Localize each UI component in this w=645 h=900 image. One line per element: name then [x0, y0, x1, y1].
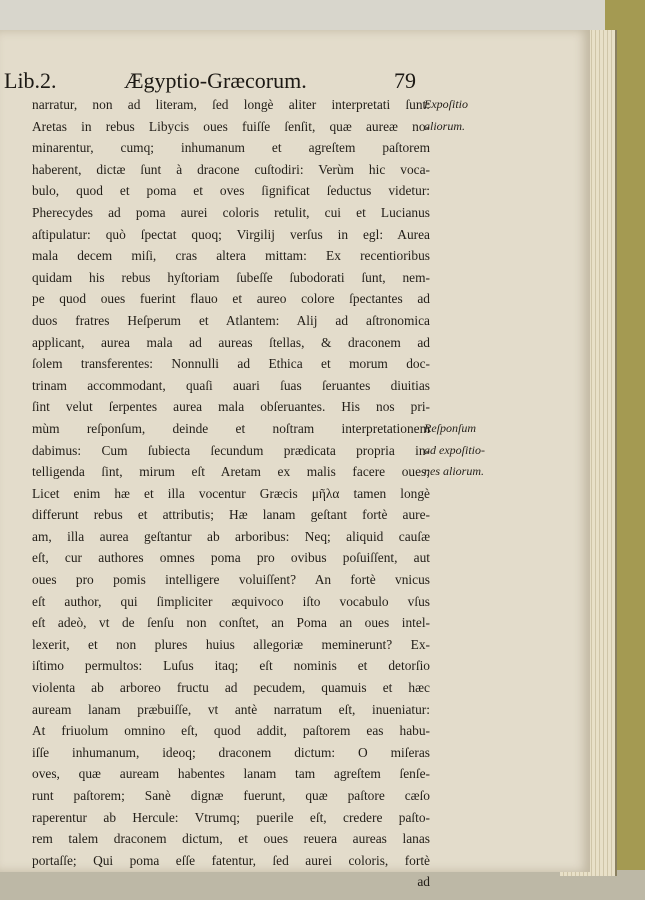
text-line: pe quod oues fuerint flauo et aureo colore ſpectantes ad — [32, 291, 430, 307]
text-line: differunt rebus et attributis; Hæ lanam geſtant fortè aure- — [32, 507, 430, 523]
text-line: auream lanam præbuiſſe, vt antè narratum eſt, inueniatur: — [32, 701, 430, 717]
note-spacer — [424, 310, 514, 332]
text-line: narratur, non ad literam, ſed longè aliter interpretati ſunt: — [32, 97, 430, 112]
note-spacer — [424, 267, 514, 289]
text-line: am, illa aurea geſtantur ab arboribus: Neq; aliquid cauſæ — [32, 528, 430, 544]
text-line: telligenda ſint, mirum eſt Aretam ex malis facere oues; — [32, 464, 430, 480]
marginal-note: ad expoſitio- — [424, 442, 485, 457]
text-line: quidam his rebus hyſtoriam ſubeſſe ſubodorati ſunt, nem- — [32, 269, 430, 285]
text-line: violenta ab arboreo fructu ad pecudem, quamuis et hæc — [32, 680, 430, 696]
text-line: lexerit, et non plures huius allegoriæ meminerunt? Ex- — [32, 636, 430, 652]
text-line: eſt adeò, vt de ſenſu non conſtet, an Poma an oues intel- — [32, 615, 430, 631]
marginal-notes — [424, 94, 514, 483]
text-line: trinam accommodant, quaſi auari ſuas ſeruantes diuitias — [32, 377, 430, 393]
note-spacer — [424, 245, 514, 267]
note-spacer — [424, 137, 514, 159]
text-line: mùm reſponſum, deinde et noſtram interpretationem — [32, 420, 430, 436]
text-line: iſſe inhumanum, ideoq; draconem dictum: O miſeras — [32, 744, 430, 760]
text-line: duos fratres Heſperum et Atlantem: Alij ad aſtronomica — [32, 312, 430, 328]
note-spacer — [424, 375, 514, 397]
text-line: dabimus: Cum ſubiecta ſecundum prædicata propria in- — [32, 442, 430, 458]
note-spacer — [424, 180, 514, 202]
note-spacer — [424, 202, 514, 224]
text-line: oues pro pomis intelligere voluiſſent? An fortè vnicus — [32, 572, 430, 588]
note-spacer — [424, 396, 514, 418]
marginal-note: Expoſitio — [424, 97, 468, 111]
note-spacer — [424, 224, 514, 246]
body-text — [32, 94, 430, 893]
text-line: Pherecydes ad poma aurei coloris retulit, cui et Lucianus — [32, 204, 430, 220]
text-line: minarentur, cumq; inhumanum et agreſtem paſtorem — [32, 140, 430, 156]
text-line: bulo, quod et poma et oves ſignificat ſeductus videtur: — [32, 183, 430, 199]
text-line: raperentur ab Hercule: Vtrumq; puerile eſt, credere paſto- — [32, 809, 430, 825]
text-line: runt paſtorem; Sanè dignæ fuerunt, quæ paſtore cæſo — [32, 788, 430, 803]
catchword: ad — [417, 874, 430, 890]
text-line: applicant, aurea mala ad aureas ſtellas, & draconem ad — [32, 334, 430, 350]
text-line: rem talem draconem dictum, et oues reuera aureas lanas — [32, 831, 430, 847]
text-line: aſtipulatur: quò ſpectat quoq; Virgilij verſus in egl: Aurea — [32, 226, 430, 242]
marginal-note: Reſponſum — [424, 420, 476, 435]
text-line: eſt, cur authores omnes poma pro ovibus poſuiſſent, aut — [32, 550, 430, 566]
text-line: eſt author, qui ſimpliciter æquivoco iſto vocabulo vſus — [32, 593, 430, 609]
text-line: At friuolum omnino eſt, quod addit, paſtorem eas habu- — [32, 723, 430, 739]
page-number: 79 — [394, 68, 416, 93]
text-line: ſint velut ſerpentes aurea mala obſeruantes. His nos pri- — [32, 399, 430, 415]
note-spacer — [424, 353, 514, 375]
text-line: ſolem transferentes: Nonnulli ad Ethica et morum doc- — [32, 356, 430, 372]
text-line: mala decem miſi, cras altera mittam: Ex recentioribus — [32, 248, 430, 264]
text-line: portaſſe; Qui poma eſſe fatentur, ſed aurei coloris, fortè — [32, 852, 430, 868]
note-spacer — [424, 288, 514, 310]
book-number: Lib.2. — [4, 68, 57, 93]
book-page — [0, 30, 590, 890]
text-line: iſtimo permultos: Luſus itaq; eſt nominis et detorſio — [32, 658, 430, 674]
text-line: Licet enim hæ et illa vocentur Græcis μῆλα tamen longè — [32, 485, 430, 501]
marginal-note: nes aliorum. — [424, 464, 484, 479]
text-line: haberent, dictæ ſunt à dracone cuſtodiri: Verùm hic voca- — [32, 161, 430, 177]
text-line: oves, quæ auream habentes lanam tam agreſtem ſenſe- — [32, 766, 430, 782]
note-spacer — [424, 332, 514, 354]
running-title: Ægyptio-Græcorum. — [124, 68, 307, 93]
text-line: Aretas in rebus Libycis oues fuiſſe ſenſit, quæ aureæ no- — [32, 118, 430, 134]
note-spacer — [424, 159, 514, 181]
marginal-note: aliorum. — [424, 118, 466, 133]
